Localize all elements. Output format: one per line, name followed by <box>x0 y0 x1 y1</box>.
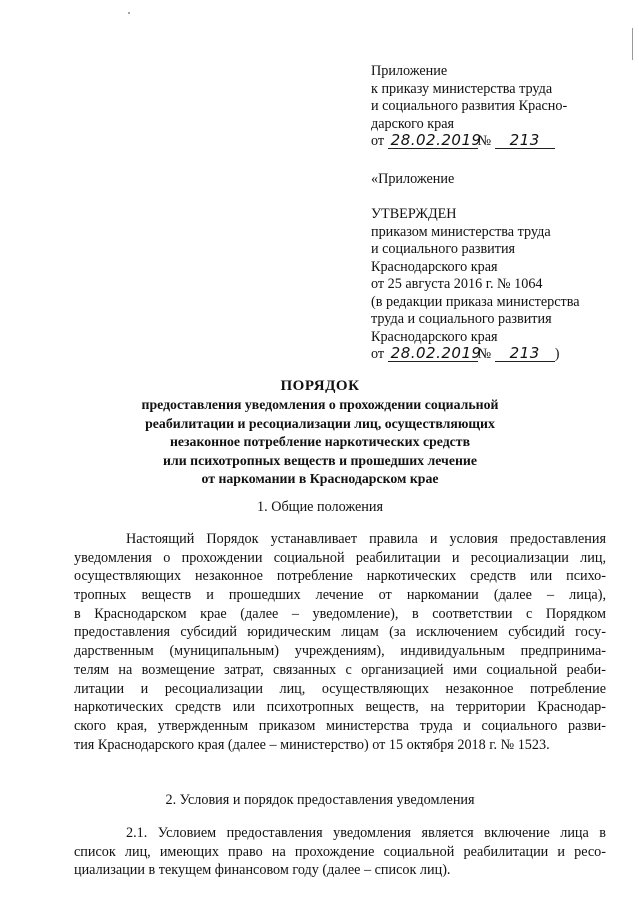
paragraph-line: литации и ресоциализации лиц, осуществляющих незаконное потребление <box>74 680 606 697</box>
paragraph-line: тия Краснодарского края (далее – министерство) от 15 октября 2018 г. № 1523. <box>74 736 550 753</box>
approval-line-2: приказом министерства труда <box>371 223 551 240</box>
title-line-3: незаконное потребление наркотических средств <box>169 434 471 449</box>
paragraph-line: ского края, утвержденным приказом министерства труда и социального разви- <box>74 717 606 734</box>
approval-date-line <box>371 346 580 364</box>
approval-line-7: труда и социального развития <box>371 311 552 327</box>
paragraph-line: дарственным (муниципальным) учреждениям), индивидуальным предпринима- <box>74 643 606 660</box>
title-line-1: предоставления уведомления о прохождении социальной <box>141 397 499 412</box>
approval-quote-line: «Приложение <box>371 171 455 187</box>
annex-date-line <box>371 133 567 151</box>
approval-spacer <box>371 189 580 207</box>
annex-line-4: дарского края <box>371 115 455 132</box>
scan-edge-mark <box>632 28 633 60</box>
annex-line-1: Приложение <box>371 63 448 79</box>
approval-block <box>371 171 580 364</box>
paragraph-line: предоставления субсидий юридическим лицам (за исключением субсидий госу- <box>74 624 606 641</box>
annex-handwritten-date: 28.02.2019 <box>388 133 478 149</box>
annex-date-prefix: от <box>371 133 385 149</box>
approval-closing-paren: ) <box>554 346 560 362</box>
approval-date-prefix: от <box>371 346 385 362</box>
document-title <box>60 376 580 489</box>
paragraph-line: телям на возмещение затрат, связанных с организацией ими социальной реаби- <box>74 661 606 678</box>
approval-number-sign: № <box>477 346 492 362</box>
section-2-paragraph <box>74 824 606 880</box>
paragraph-line: уведомления о прохождении социальной реабилитации и ресоциализации лиц, <box>74 549 606 566</box>
annex-handwritten-number: 213 <box>495 133 555 149</box>
approval-line-1: УТВЕРЖДЕН <box>371 206 457 222</box>
paragraph-line: 2.1. Условием предоставления уведомления является включение лица в <box>126 825 606 841</box>
annex-block <box>371 63 567 151</box>
approval-line-5: от 25 августа 2016 г. № 1064 <box>371 276 543 292</box>
paragraph-line: Настоящий Порядок устанавливает правила и условия предоставления <box>126 531 606 547</box>
paragraph-line: циализации в текущем финансовом году (далее – список лиц). <box>74 862 451 879</box>
approval-line-6: (в редакции приказа министерства <box>371 293 580 310</box>
title-line-4: или психотропных веществ и прошедших лечение <box>163 452 477 468</box>
paragraph-line: в Краснодарском крае (далее – уведомление), в соответствии с Порядком <box>74 605 606 622</box>
title-line-5: от наркомании в Краснодарском крае <box>201 471 439 486</box>
section-1-paragraph <box>74 530 606 754</box>
paragraph-line: осуществляющих незаконное потребление наркотических средств или психо- <box>74 568 606 585</box>
title-main: ПОРЯДОК <box>280 378 360 394</box>
annex-number-sign: № <box>477 133 492 149</box>
approval-handwritten-date: 28.02.2019 <box>388 346 478 362</box>
approval-line-4: Краснодарского края <box>371 258 498 275</box>
paragraph-line: список лиц, имеющих право на прохождение социальной реабилитации и ресо- <box>74 843 606 860</box>
paragraph-line: тропных веществ и прошедших лечение от наркомании (далее – лица), <box>74 587 606 604</box>
paragraph-line: наркотических средств или психотропных веществ, на территории Краснодар- <box>74 699 606 716</box>
title-line-2: реабилитации и ресоциализации лиц, осуществляющих <box>145 415 495 431</box>
section-2-heading: 2. Условия и порядок предоставления уведомления <box>165 792 475 808</box>
annex-line-3: и социального развития Красно- <box>371 98 568 114</box>
approval-line-8: Краснодарского края <box>371 328 498 345</box>
approval-line-3: и социального развития <box>371 241 516 257</box>
annex-line-2: к приказу министерства труда <box>371 80 553 97</box>
section-1-heading: 1. Общие положения <box>257 499 383 515</box>
approval-handwritten-number: 213 <box>495 346 555 362</box>
scan-speck <box>128 12 130 14</box>
